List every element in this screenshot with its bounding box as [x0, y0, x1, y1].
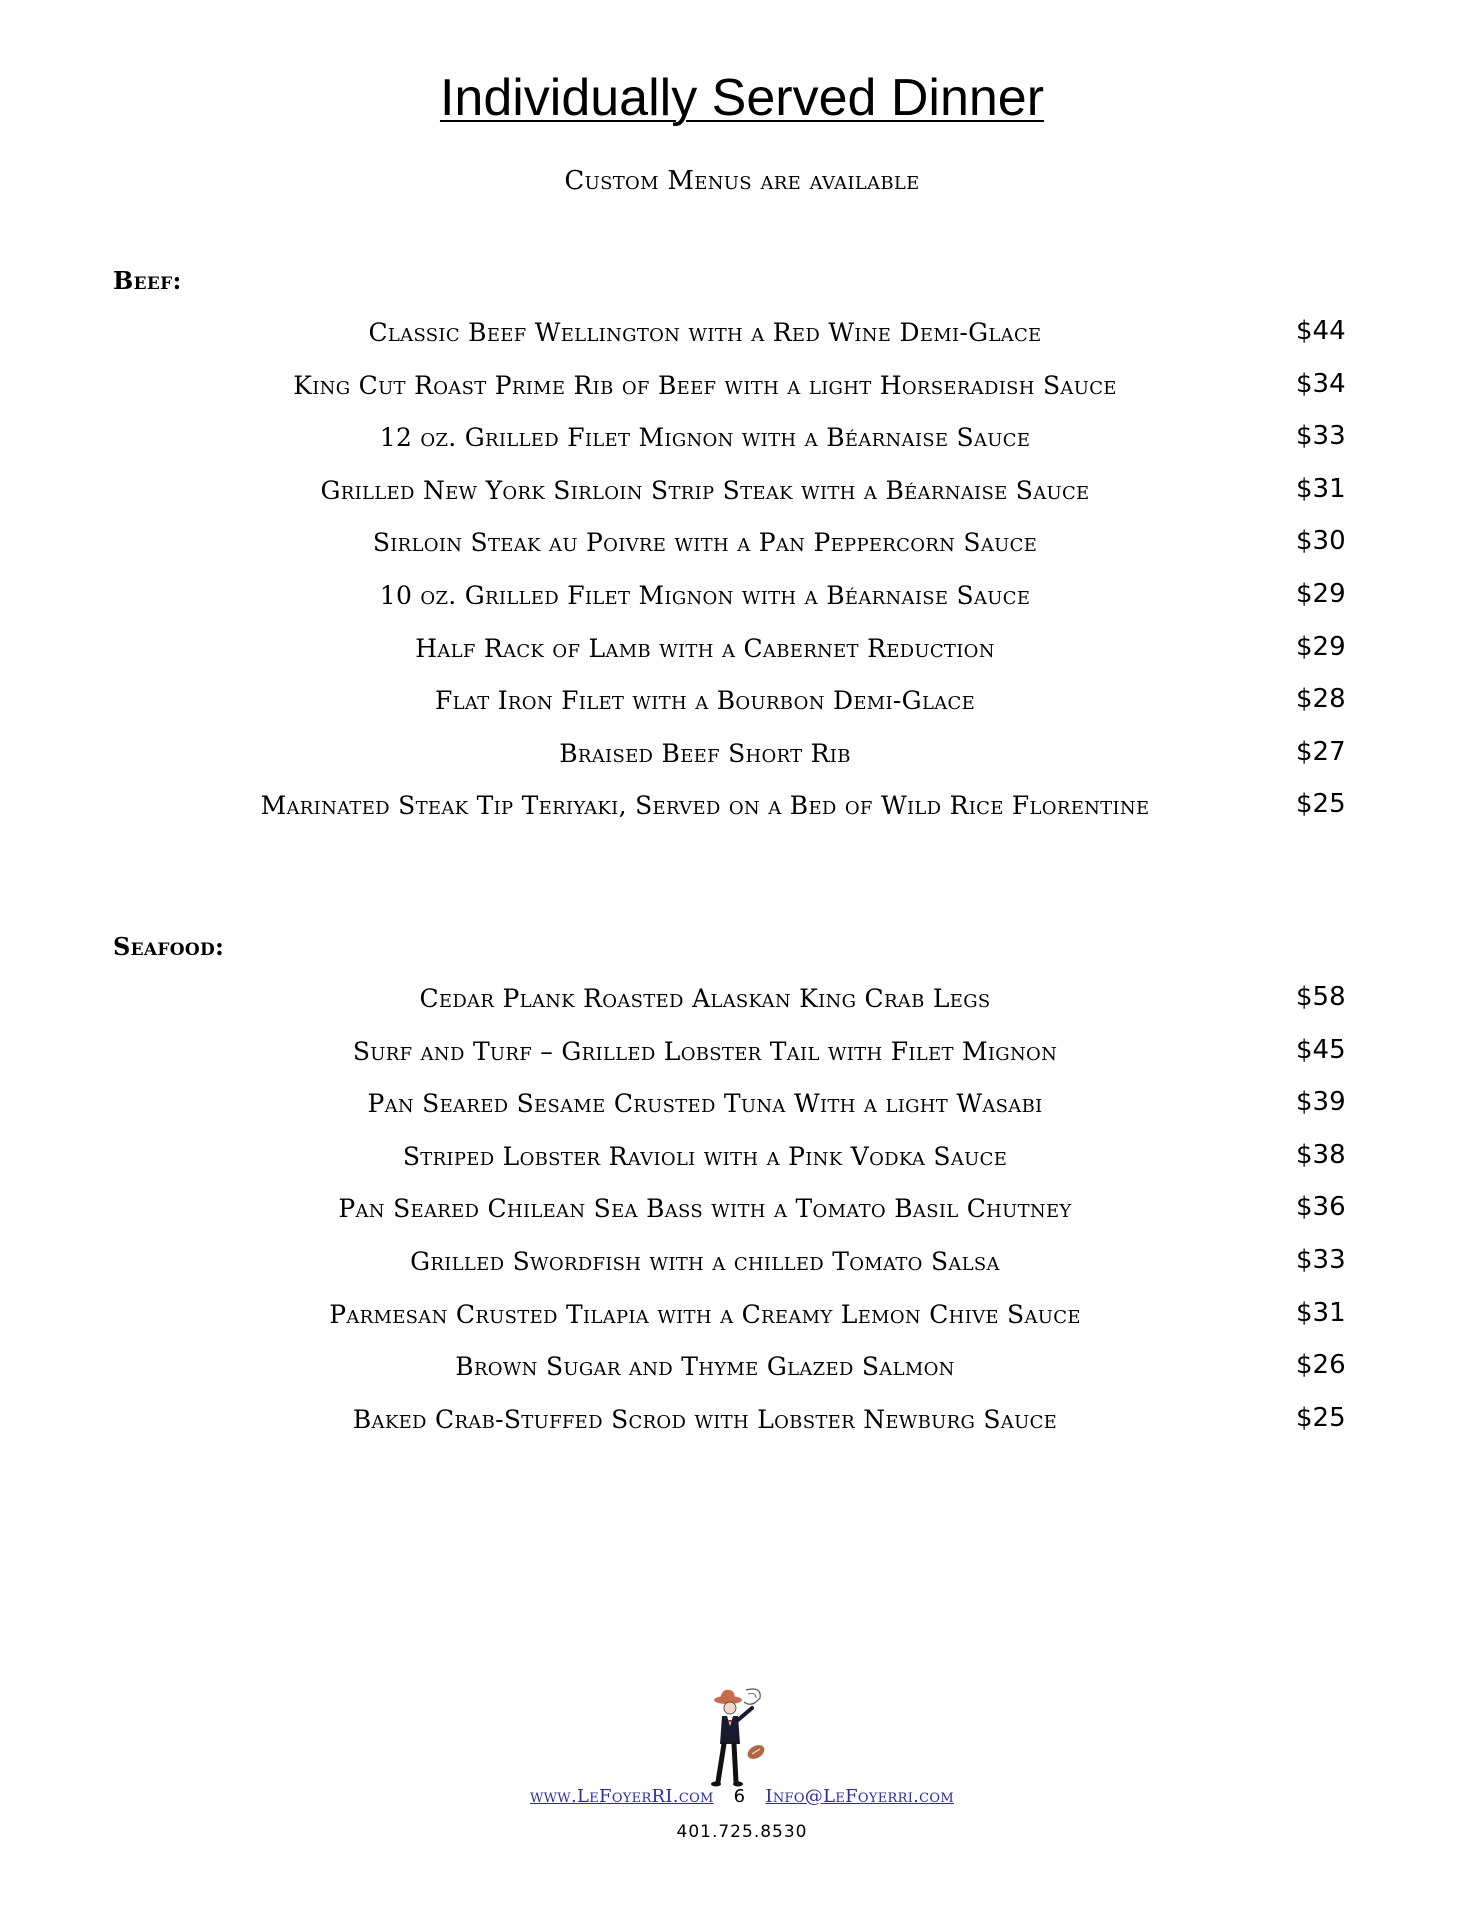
menu-item	[0, 1297, 1484, 1353]
item-name: Surf and Turf – Grilled Lobster Tail with Filet Mignon	[352, 1036, 1058, 1066]
item-price: $38	[1296, 1139, 1346, 1170]
item-price: $39	[1296, 1087, 1346, 1118]
item-name: 12 oz. Grilled Filet Mignon with a Béarnaise Sauce	[379, 423, 1031, 453]
beef-menu-list	[0, 318, 1484, 844]
item-name: 10 oz. Grilled Filet Mignon with a Béarnaise Sauce	[379, 580, 1031, 610]
item-price: $36	[1296, 1192, 1346, 1223]
item-name: Brown Sugar and Thyme Glazed Salmon	[455, 1352, 955, 1382]
menu-item	[0, 1139, 1484, 1195]
item-name: Pan Seared Chilean Sea Bass with a Tomato Basil Chutney	[338, 1194, 1072, 1224]
item-name: Braised Beef Short Rib	[559, 738, 851, 768]
item-price: $25	[1296, 789, 1346, 820]
item-name: Parmesan Crusted Tilapia with a Creamy Lemon Chive Sauce	[329, 1299, 1081, 1329]
waiter-logo-icon	[700, 1686, 780, 1790]
item-name: Flat Iron Filet with a Bourbon Demi-Glace	[434, 686, 976, 716]
item-price: $34	[1296, 368, 1346, 399]
page-number: 6	[733, 1786, 746, 1807]
website-link[interactable]: www.LeFoyerRI.com	[529, 1786, 714, 1807]
item-name: Sirloin Steak au Poivre with a Pan Peppercorn Sauce	[372, 528, 1038, 558]
menu-item	[0, 736, 1484, 792]
item-name: Grilled New York Sirloin Strip Steak with a Béarnaise Sauce	[320, 475, 1090, 505]
item-name: Marinated Steak Tip Teriyaki, Served on a Bed of Wild Rice Florentine	[260, 791, 1150, 821]
item-name: Baked Crab-Stuffed Scrod with Lobster Newburg Sauce	[352, 1404, 1058, 1434]
beef-section-heading: Beef:	[113, 266, 182, 295]
item-price: $26	[1296, 1350, 1346, 1381]
item-price: $27	[1296, 736, 1346, 767]
item-price: $58	[1296, 982, 1346, 1012]
item-price: $44	[1296, 316, 1346, 346]
menu-item	[0, 1194, 1484, 1247]
item-price: $31	[1296, 1297, 1346, 1328]
subtitle: Custom Menus are available	[564, 166, 920, 196]
menu-item	[0, 686, 1484, 739]
menu-item	[0, 1352, 1484, 1405]
phone-number: 401.725.8530	[676, 1822, 808, 1842]
menu-item	[0, 1402, 1484, 1458]
menu-item	[0, 984, 1484, 1037]
seafood-menu-list	[0, 984, 1484, 1457]
item-price: $33	[1296, 421, 1346, 452]
menu-item	[0, 528, 1484, 581]
item-name: King Cut Roast Prime Rib of Beef with a light Horseradish Sauce	[293, 370, 1117, 400]
footer-line	[0, 1786, 1484, 1807]
item-price: $28	[1296, 684, 1346, 715]
menu-item	[0, 473, 1484, 529]
item-price: $31	[1296, 473, 1346, 504]
item-name: Classic Beef Wellington with a Red Wine Demi-Glace	[368, 318, 1042, 347]
item-name: Cedar Plank Roasted Alaskan King Crab Legs	[419, 984, 991, 1013]
item-price: $29	[1296, 631, 1346, 662]
menu-item	[0, 578, 1484, 634]
menu-item	[0, 631, 1484, 687]
menu-item	[0, 423, 1484, 476]
item-price: $29	[1296, 578, 1346, 609]
item-price: $30	[1296, 526, 1346, 557]
item-name: Half Rack of Lamb with a Cabernet Reduction	[415, 633, 995, 663]
menu-item	[0, 1034, 1484, 1090]
menu-item	[0, 791, 1484, 844]
seafood-section-heading: Seafood:	[113, 932, 225, 961]
item-price: $25	[1296, 1402, 1346, 1433]
menu-item	[0, 368, 1484, 424]
item-name: Striped Lobster Ravioli with a Pink Vodka Sauce	[402, 1141, 1008, 1171]
email-link[interactable]: Info@LeFoyerri.com	[765, 1786, 954, 1807]
item-name: Pan Seared Sesame Crusted Tuna With a light Wasabi	[367, 1089, 1043, 1119]
menu-item	[0, 1089, 1484, 1142]
page-title: Individually Served Dinner	[439, 69, 1045, 127]
item-price: $33	[1296, 1244, 1346, 1275]
item-name: Grilled Swordfish with a chilled Tomato Salsa	[410, 1246, 1000, 1276]
menu-item	[0, 1244, 1484, 1300]
menu-item	[0, 318, 1484, 371]
item-price: $45	[1296, 1034, 1346, 1065]
